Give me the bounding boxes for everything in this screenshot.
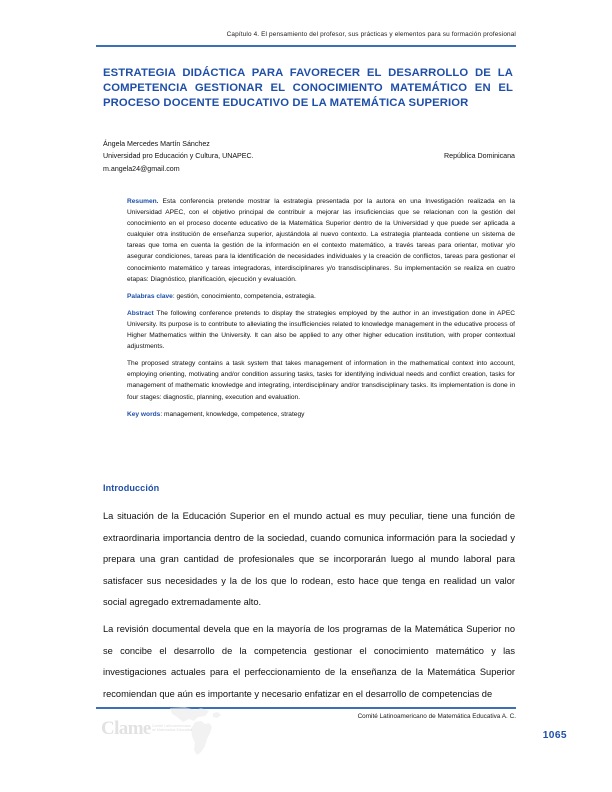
abstract-block [127, 196, 515, 420]
body-paragraph-1: La situación de la Educación Superior en el mundo actual es muy peculiar, tiene una función de extraordinaria importancia dentro de la sociedad, cuando comunica información para la sociedad y prepara una gran cantidad de profesionales que se incorporarán luego al mundo laboral para satisfacer sus necesidades y la de los que lo rodean, esto hace que tenga en realidad un valor social agregado extremadamente alto. [103, 511, 515, 608]
keywords-text: : management, knowledge, competence, strategy [160, 410, 305, 418]
page-number: 1065 [542, 730, 567, 741]
keywords-paragraph [127, 409, 515, 420]
palabras-clave-label: Palabras clave [127, 292, 173, 300]
body-paragraph-2: La revisión documental devela que en la mayoría de los programas de la Matemática Superior no se concibe el desarrollo de la competencia gestionar el conocimiento matemático y las investigaciones actuales para el perfeccionamiento de la enseñanza de la Matemática Superior recomiendan que aún es importante y necesario enfatizar en el desarrollo de competencias de [103, 623, 515, 699]
footer-note: Comité Latinoamericano de Matemática Educativa A. C. [357, 713, 516, 720]
abstract-paragraph [127, 308, 515, 352]
keywords-label: Key words [127, 410, 161, 418]
resumen-paragraph [127, 196, 515, 285]
section-heading-introduccion: Introducción [103, 483, 160, 493]
author-email-text: m.angela24@gmail.com [103, 164, 180, 173]
page-title [103, 66, 513, 112]
resumen-label: Resumen. [127, 198, 159, 205]
author-email [103, 163, 515, 175]
author-affiliation [103, 150, 515, 162]
abstract-label: Abstract [127, 309, 154, 317]
palabras-clave-paragraph [127, 291, 515, 302]
body-block [103, 506, 515, 705]
abstract-text: The following conference pretends to display the strategies employed by the author in an investigation done in APEC University. Its purpose is to contribute to alleviating the insufficiencies related to knowledge management in the educative process of Higher Mathematics within the University. It can also be applied to any other higher education institution, with proper contextual adjustments. [127, 309, 515, 351]
clame-logo-subtitle [152, 724, 214, 733]
clame-logo [101, 709, 241, 757]
author-block [103, 138, 515, 175]
header-divider [96, 45, 516, 47]
resumen-text: Esta conferencia pretende mostrar la estrategia presentada por la autora en una Investigación realizada en la Universidad APEC, con el objetivo principal de contribuir a mejorar las insuficiencias que se relacionan con la gestión del conocimiento en el proceso docente educativo de la Matemática Superior dentro de la Universidad y que puede ser aplicada a cualquier otra institución de enseñanza superior, ajustándola al nuevo contexto. La estrategia planteada contiene un sistema de tareas que toma en cuenta la gestión de la información en el contexto matemático, a través tareas para orientar, motivar y/o asegurar condiciones, tareas para la identificación de necesidades individuales y la creación de conflictos, tareas para gestionar el conocimiento matemático y tareas integradoras, interdisciplinares y/o transdisciplinares. Su implementación se realiza en cuatro etapas: Diagnóstico, planificación, ejecución y evaluación. [127, 198, 515, 283]
page-title-text: ESTRATEGIA DIDÁCTICA PARA FAVORECER EL DESARROLLO DE LA COMPETENCIA GESTIONAR EL CONOCIMIENTO MATEMÁTICO EN EL PROCESO DOCENTE EDUCATIVO DE LA MATEMÁTICA SUPERIOR [103, 67, 513, 110]
palabras-clave-text: : gestión, conocimiento, competencia, estrategia. [172, 292, 316, 300]
clame-logo-subtitle-line2: de Matemática Educativa [152, 728, 193, 733]
author-country: República Dominicana [444, 152, 515, 161]
author-affiliation-text: Universidad pro Educación y Cultura, UNAPEC. [103, 152, 254, 161]
running-header: Capítulo 4. El pensamiento del profesor, sus prácticas y elementos para su formación profesional [226, 31, 516, 38]
abstract-paragraph-2: The proposed strategy contains a task system that takes management of information in the mathematical context into account, employing orienting, motivating and/or condition assuring tasks, tasks for identifying individual needs and conflict creation, tasks for management of mathematic knowledge and integrating, interdisciplinary and/or transdisciplinary tasks. Its implementation is done in four stages: diagnostic, planning, execution and evaluation. [127, 360, 515, 401]
clame-logo-wordmark: Clame [101, 718, 151, 739]
author-name-text: Ángela Mercedes Martín Sánchez [103, 140, 210, 148]
author-name [103, 138, 515, 150]
clame-logo-subtitle-line1: Comité Latinoamericano [152, 724, 191, 728]
